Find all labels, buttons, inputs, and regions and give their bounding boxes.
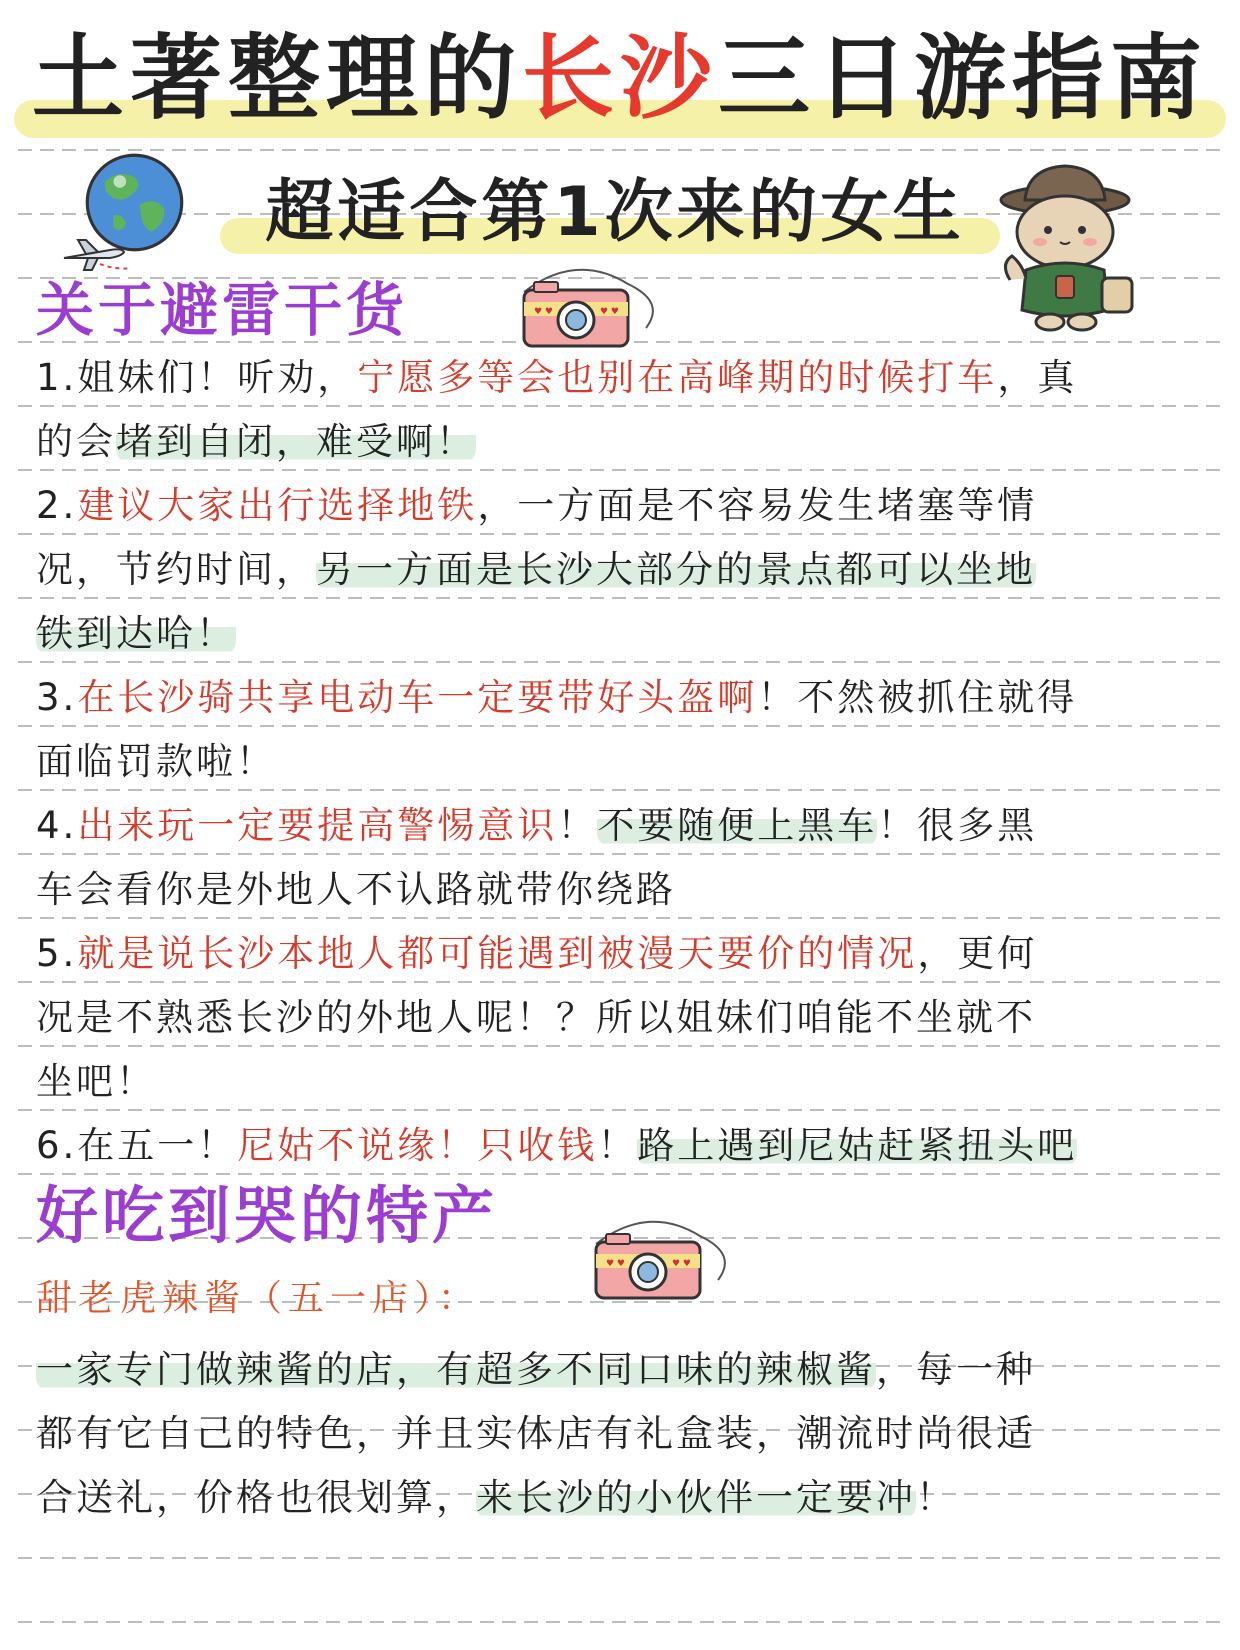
svg-text:♥ ♥: ♥ ♥ [534,307,553,317]
text-plain: ！ [597,1124,638,1167]
cat-explorer-sticker [990,160,1140,335]
text-plain: 5. [36,932,78,975]
text-red: 就是说长沙本地人都可能遇到被漫天要价的情况 [77,932,918,975]
shop-name: 甜老虎辣酱（五一店）： [36,1278,481,1319]
subtitle: 超适合第1次来的女生 [265,173,965,252]
tip-line [36,730,1216,794]
text-plain: 1.姐妹们！听劝， [36,356,358,399]
text-highlight: 铁到达哈！ [36,612,236,655]
tip-line [36,794,1216,858]
text-plain: ，真 [997,356,1078,399]
title-post: 三日游指南 [718,25,1209,132]
shop-line [36,1402,1216,1466]
tip-line [36,474,1216,538]
svg-text:♥ ♥: ♥ ♥ [606,1259,625,1269]
text-plain: ！ [916,1476,956,1519]
section-heading-tips: 关于避雷干货 [36,276,409,344]
tip-line [36,602,1216,666]
airplane-icon [60,236,130,276]
text-red: 在长沙骑共享电动车一定要带好头盔啊 [77,676,758,719]
text-plain: 况是不熟悉长沙的外地人呢！？所以姐妹们咱能不坐就不 [36,996,1036,1039]
title-block [0,18,1240,148]
text-red: 宁愿多等会也别在高峰期的时候打车 [357,356,998,399]
text-plain: 2. [36,484,78,527]
text-plain: 合送礼，价格也很划算， [36,1476,476,1519]
shop-line [36,1338,1216,1402]
tip-line [36,1050,1216,1114]
camera-icon [588,1214,738,1304]
text-plain: 4. [36,804,78,847]
title-pre: 土著整理的 [31,25,522,132]
svg-text:♥ ♥: ♥ ♥ [672,1259,691,1269]
text-highlight: 路上遇到尼姑赶紧扭头吧 [637,1124,1078,1167]
svg-text:♥ ♥: ♥ ♥ [600,307,619,317]
text-highlight: 不要随便上黑车 [597,804,878,847]
tip-line [36,410,1216,474]
tip-line [36,986,1216,1050]
tip-line [36,538,1216,602]
page-title [0,24,1240,134]
tips-list [36,346,1216,1178]
text-plain: 况，节约时间， [36,548,316,591]
text-plain: 3. [36,676,78,719]
text-plain: 都有它自己的特色，并且实体店有礼盒装，潮流时尚很适 [36,1412,1036,1455]
text-highlight: 堵到自闭，难受啊！ [116,420,476,463]
text-plain: ，每一种 [876,1348,1036,1391]
text-plain: ！ [557,804,598,847]
text-red: 出来玩一定要提高警惕意识 [77,804,558,847]
tip-line [36,346,1216,410]
tip-line [36,858,1216,922]
text-plain: 6.在五一！ [36,1124,238,1167]
text-plain: ，更何 [917,932,1038,975]
text-plain: 坐吧！ [36,1060,156,1103]
camera-icon [516,262,666,352]
tip-line [36,666,1216,730]
text-plain: 车会看你是外地人不认路就带你绕路 [36,868,676,911]
text-plain: 的会 [36,420,116,463]
text-red: 尼姑不说缘！只收钱 [237,1124,598,1167]
text-red: 建议大家出行选择地铁 [77,484,478,527]
title-city: 长沙 [521,25,718,132]
text-plain: ，一方面是不容易发生堵塞等情 [477,484,1038,527]
section-heading-specialties: 好吃到哭的特产 [36,1179,499,1252]
text-plain: 面临罚款啦！ [36,740,276,783]
text-highlight: 另一方面是长沙大部分的景点都可以坐地 [316,548,1036,591]
tip-line [36,1114,1216,1178]
text-highlight: 来长沙的小伙伴一定要冲 [476,1476,916,1519]
text-plain: ！不然被抓住就得 [757,676,1078,719]
tip-line [36,922,1216,986]
subtitle-block [200,160,1030,270]
shop-description [36,1338,1216,1530]
text-plain: ！很多黑 [877,804,1038,847]
text-highlight: 一家专门做辣酱的店，有超多不同口味的辣椒酱 [36,1348,876,1391]
shop-line [36,1466,1216,1530]
